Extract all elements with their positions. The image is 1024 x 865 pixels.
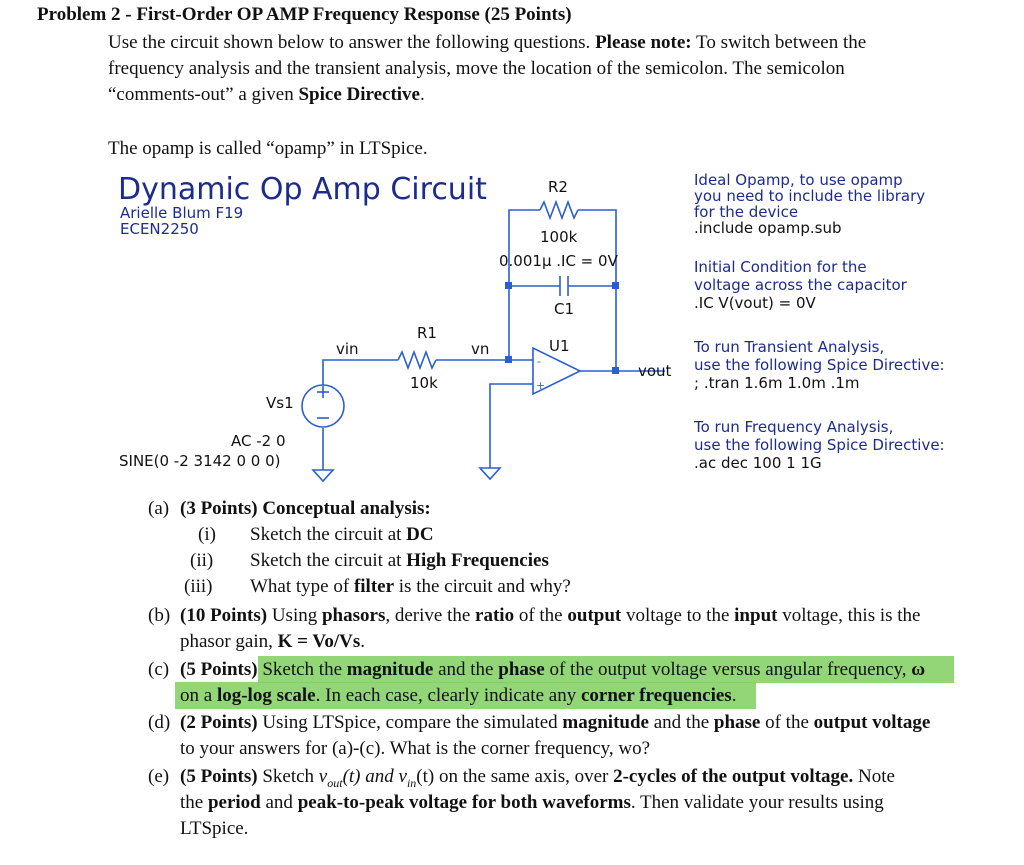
question-b-line2: phasor gain, K = Vo/Vs. — [180, 631, 366, 652]
c1-name: C1 — [554, 300, 575, 318]
r1-value: 10k — [410, 374, 438, 392]
tran-directive: To run Transient Analysis, use the following Spice Directive: ; .tran 1.6m 1.0m .1m — [694, 338, 945, 392]
source-sine: SINE(0 -2 3142 0 0 0) — [119, 452, 281, 470]
question-a-label: (a) — [148, 498, 170, 519]
r2-value: 100k — [540, 228, 578, 246]
schematic-course: ECEN2250 — [120, 220, 199, 238]
net-vn: vn — [471, 340, 490, 358]
question-c-line1: (5 Points) Sketch the magnitude and the phase of the output voltage versus angular frequency, ω — [180, 659, 926, 680]
r2-name: R2 — [548, 178, 568, 196]
question-e-label: (e) — [148, 766, 170, 787]
u1-name: U1 — [549, 337, 570, 355]
ac-directive: To run Frequency Analysis, use the following Spice Directive: .ac dec 100 1 1G — [694, 418, 945, 472]
question-a-title: (3 Points) Conceptual analysis: — [180, 498, 431, 519]
net-vin: vin — [336, 340, 359, 358]
question-a-i-num: (i) — [198, 524, 216, 545]
question-d-label: (d) — [148, 712, 171, 733]
intro-line-1: Use the circuit shown below to answer the following questions. Please note: To switch between the — [108, 32, 867, 53]
source-name: Vs1 — [266, 394, 294, 412]
question-b-label: (b) — [148, 605, 171, 626]
question-e-line2: the period and peak-to-peak voltage for both waveforms. Then validate your results using — [180, 792, 884, 813]
question-a-iii-num: (iii) — [184, 576, 213, 597]
opamp-note: The opamp is called “opamp” in LTSpice. — [108, 138, 428, 159]
question-e-line1: (5 Points) Sketch $v_{out}(t)$ and $v_{in}(t)$ on the same axis, over 2-cycles of the output voltage. Note — [180, 766, 895, 790]
schematic-author: Arielle Blum F19 — [120, 204, 244, 222]
c1-spec: 0.001µ .IC = 0V — [499, 252, 618, 270]
question-a-iii: What type of filter is the circuit and why? — [250, 576, 571, 597]
svg-text:-: - — [537, 355, 541, 368]
question-d-line2: to your answers for (a)-(c). What is the corner frequency, wo? — [180, 738, 651, 759]
intro-line-2: frequency analysis and the transient analysis, move the location of the semicolon. The semicolon — [108, 58, 845, 79]
source-ac: AC -2 0 — [231, 432, 286, 450]
note-label: Please note: — [595, 32, 692, 53]
ic-directive: Initial Condition for the voltage across the capacitor .IC V(vout) = 0V — [694, 258, 907, 312]
question-d-line1: (2 Points) Using LTSpice, compare the simulated magnitude and the phase of the output voltage — [180, 712, 931, 733]
intro-line-3: “comments-out” a given Spice Directive. — [108, 84, 425, 105]
question-a-i: Sketch the circuit at DC — [250, 524, 434, 545]
question-e-line3: LTSpice. — [180, 818, 249, 839]
opamp-directive: Ideal Opamp, to use opamp you need to include the library for the device .include opamp.sub — [694, 171, 926, 237]
question-a-ii: Sketch the circuit at High Frequencies — [250, 550, 549, 571]
svg-text:+: + — [536, 379, 546, 392]
schematic-title: Dynamic Op Amp Circuit — [118, 172, 487, 207]
question-c-line2: on a log-log scale. In each case, clearly indicate any corner frequencies. — [180, 685, 737, 706]
problem-title: Problem 2 - First-Order OP AMP Frequency Response (25 Points) — [37, 4, 572, 25]
net-vout: vout — [638, 362, 672, 380]
r1-name: R1 — [417, 324, 437, 342]
question-b-line1: (10 Points) Using phasors, derive the ratio of the output voltage to the input voltage, this is the — [180, 605, 921, 626]
question-a-ii-num: (ii) — [190, 550, 214, 571]
question-c-label: (c) — [148, 659, 170, 680]
